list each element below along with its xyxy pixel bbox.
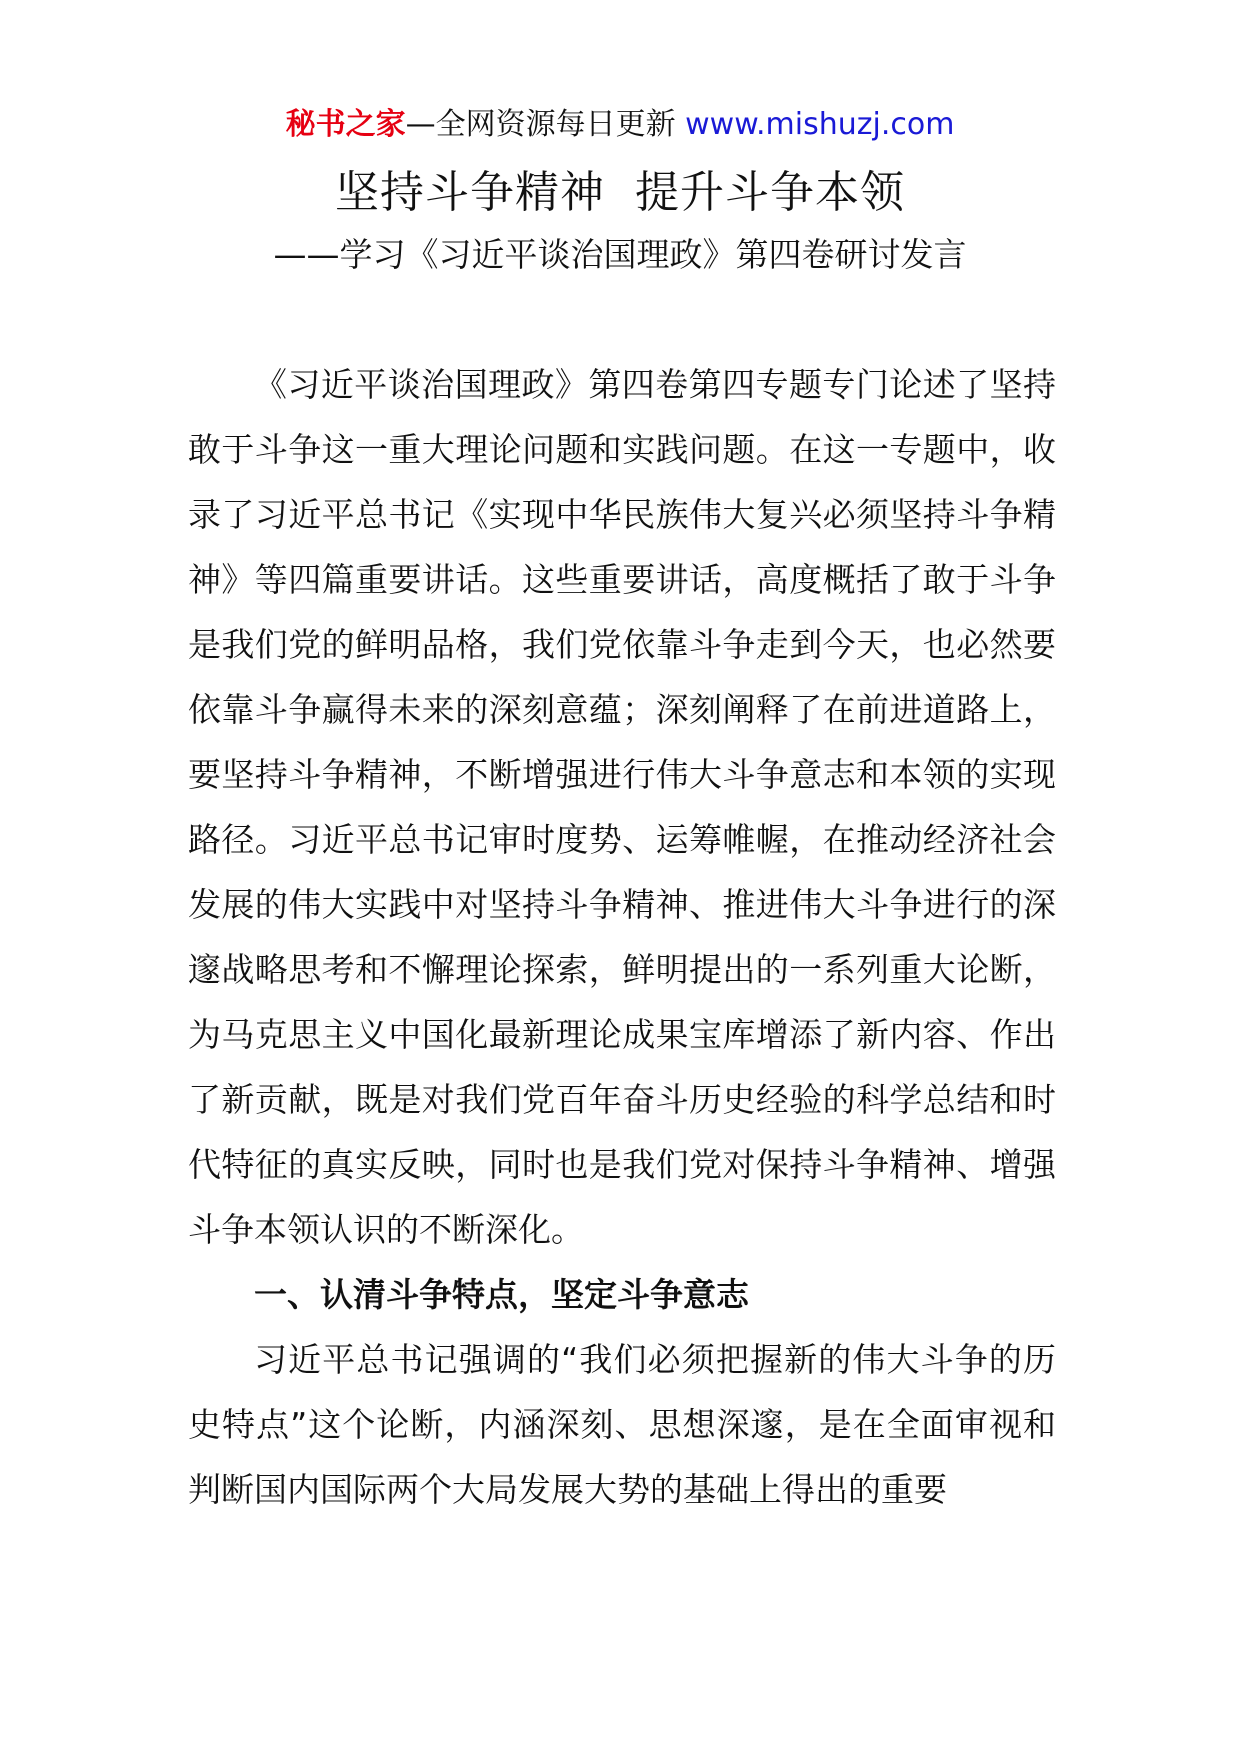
- document-title: 坚持斗争精神 提升斗争本领: [335, 167, 905, 218]
- document-body: [188, 352, 1056, 1522]
- body-paragraph: 习近平总书记强调的“我们必须把握新的伟大斗争的历史特点”这个论断，内涵深刻、思想深邃，是在全面审视和判断国内国际两个大局发展大势的基础上得出的重要: [188, 1340, 1056, 1509]
- body-paragraph: 《习近平谈治国理政》第四卷第四专题专门论述了坚持敢于斗争这一重大理论问题和实践问题。在这一专题中，收录了习近平总书记《实现中华民族伟大复兴必须坚持斗争精神》等四篇重要讲话。这些重要讲话，高度概括了敢于斗争是我们党的鲜明品格，我们党依靠斗争走到今天，也必然要依靠斗争赢得未来的深刻意蕴；深刻阐释了在前进道路上，要坚持斗争精神，不断增强进行伟大斗争意志和本领的实现路径。习近平总书记审时度势、运筹帷幄，在推动经济社会发展的伟大实践中对坚持斗争精神、推进伟大斗争进行的深邃战略思考和不懈理论探索，鲜明提出的一系列重大论断，为马克思主义中国化最新理论成果宝库增添了新内容、作出了新贡献，既是对我们党百年奋斗历史经验的科学总结和时代特征的真实反映，同时也是我们党对保持斗争精神、增强斗争本领认识的不断深化。: [188, 365, 1056, 1249]
- section-heading: 一、认清斗争特点，坚定斗争意志: [254, 1275, 749, 1314]
- site-header: [0, 98, 1240, 152]
- document-subtitle: ——学习《习近平谈治国理政》第四卷研讨发言: [273, 235, 967, 274]
- brand-name: 秘书之家: [285, 107, 406, 142]
- site-url-link[interactable]: www.mishuzj.com: [685, 107, 955, 142]
- header-tagline: —全网资源每日更新: [405, 107, 686, 142]
